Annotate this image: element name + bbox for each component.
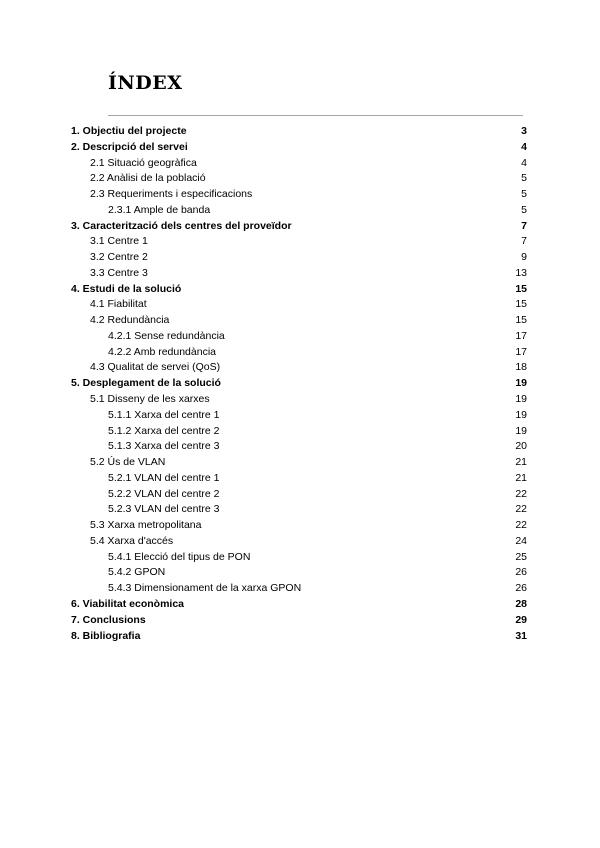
toc-entry[interactable] <box>71 565 527 581</box>
toc-entry[interactable] <box>71 297 527 313</box>
toc-entry[interactable] <box>71 171 527 187</box>
toc-entry-page-number: 18 <box>515 361 527 374</box>
toc-entry-label: 8. Bibliografia <box>71 629 141 642</box>
toc-entry-page-number: 25 <box>515 550 527 563</box>
toc-entry-label: 2. Descripció del servei <box>71 140 188 153</box>
toc-entry-label: 7. Conclusions <box>71 613 146 626</box>
toc-entry[interactable] <box>71 219 527 235</box>
toc-entry[interactable] <box>71 518 527 534</box>
toc-entry[interactable] <box>71 187 527 203</box>
toc-entry[interactable] <box>71 124 527 140</box>
toc-entry-label: 5.2.2 VLAN del centre 2 <box>108 487 220 500</box>
toc-entry-label: 3. Caracterització dels centres del proveïdor <box>71 219 292 232</box>
toc-entry[interactable] <box>71 629 527 645</box>
toc-entry[interactable] <box>71 487 527 503</box>
toc-entry-label: 6. Viabilitat econòmica <box>71 597 185 610</box>
toc-entry-page-number: 21 <box>515 456 527 469</box>
toc-entry-page-number: 26 <box>515 582 527 595</box>
toc-entry[interactable] <box>71 534 527 550</box>
toc-entry-page-number: 19 <box>515 377 527 390</box>
toc-entry-label: 5.1 Disseny de les xarxes <box>90 393 210 406</box>
toc-entry[interactable] <box>71 313 527 329</box>
toc-entry-label: 5.4.3 Dimensionament de la xarxa GPON <box>108 582 302 595</box>
toc-entry-page-number: 15 <box>515 282 527 295</box>
toc-entry-page-number: 7 <box>521 235 527 248</box>
toc-entry-page-number: 21 <box>515 471 527 484</box>
page-title: ÍNDEX <box>108 72 183 94</box>
toc-entry-page-number: 17 <box>515 329 527 342</box>
toc-entry[interactable] <box>71 392 527 408</box>
toc-entry-label: 4.2.2 Amb redundància <box>108 345 216 358</box>
toc-entry[interactable] <box>71 550 527 566</box>
toc-entry[interactable] <box>71 502 527 518</box>
toc-entry[interactable] <box>71 329 527 345</box>
toc-entry-label: 3.3 Centre 3 <box>90 266 148 279</box>
toc-entry-label: 3.2 Centre 2 <box>90 251 148 264</box>
toc-entry-label: 4. Estudi de la solució <box>71 282 182 295</box>
toc-entry[interactable] <box>71 156 527 172</box>
toc-entry-label: 2.2 Anàlisi de la població <box>90 172 206 185</box>
toc-entry-page-number: 7 <box>521 219 527 232</box>
toc-entry[interactable] <box>71 203 527 219</box>
toc-entry[interactable] <box>71 266 527 282</box>
toc-entry[interactable] <box>71 597 527 613</box>
toc-entry-label: 5.3 Xarxa metropolitana <box>90 519 202 532</box>
toc-entry-label: 5.1.1 Xarxa del centre 1 <box>108 408 220 421</box>
toc-entry[interactable] <box>71 455 527 471</box>
toc-entry-label: 2.3 Requeriments i especificacions <box>90 188 253 201</box>
toc-entry-page-number: 15 <box>515 298 527 311</box>
table-of-contents <box>71 124 527 644</box>
toc-entry-label: 4.2 Redundància <box>90 314 170 327</box>
toc-entry[interactable] <box>71 360 527 376</box>
toc-entry-page-number: 19 <box>515 393 527 406</box>
toc-entry[interactable] <box>71 613 527 629</box>
toc-entry[interactable] <box>71 345 527 361</box>
toc-entry-page-number: 26 <box>515 566 527 579</box>
toc-entry-label: 2.3.1 Ample de banda <box>108 203 211 216</box>
toc-entry[interactable] <box>71 250 527 266</box>
toc-entry-label: 5. Desplegament de la solució <box>71 377 221 390</box>
toc-entry-page-number: 5 <box>521 172 527 185</box>
toc-entry-page-number: 4 <box>521 156 527 169</box>
toc-entry-page-number: 22 <box>515 487 527 500</box>
toc-entry-label: 5.1.2 Xarxa del centre 2 <box>108 424 220 437</box>
toc-entry[interactable] <box>71 581 527 597</box>
toc-entry-label: 5.4.1 Elecció del tipus de PON <box>108 550 251 563</box>
toc-entry-label: 3.1 Centre 1 <box>90 235 148 248</box>
toc-entry-page-number: 15 <box>515 314 527 327</box>
toc-entry-label: 5.1.3 Xarxa del centre 3 <box>108 440 220 453</box>
toc-entry[interactable] <box>71 376 527 392</box>
toc-entry-label: 2.1 Situació geogràfica <box>90 156 197 169</box>
toc-entry[interactable] <box>71 408 527 424</box>
toc-entry-label: 4.1 Fiabilitat <box>90 298 147 311</box>
toc-entry-label: 5.2 Ús de VLAN <box>90 456 166 469</box>
title-divider <box>108 115 523 116</box>
toc-entry-page-number: 3 <box>521 125 527 137</box>
toc-entry-page-number: 31 <box>515 629 527 642</box>
toc-entry-page-number: 28 <box>515 597 527 610</box>
toc-entry-page-number: 19 <box>515 424 527 437</box>
toc-entry-page-number: 9 <box>521 251 527 264</box>
toc-entry[interactable] <box>71 282 527 298</box>
toc-entry-page-number: 24 <box>515 534 527 547</box>
toc-entry-label: 4.2.1 Sense redundància <box>108 329 225 342</box>
toc-entry-label: 5.2.3 VLAN del centre 3 <box>108 503 220 516</box>
toc-entry-label: 1. Objectiu del projecte <box>71 125 187 137</box>
toc-entry-page-number: 4 <box>521 140 527 153</box>
toc-entry-page-number: 5 <box>521 188 527 201</box>
toc-entry[interactable] <box>71 471 527 487</box>
toc-entry-label: 5.4 Xarxa d'accés <box>90 534 174 547</box>
toc-entry-page-number: 20 <box>515 440 527 453</box>
toc-entry[interactable] <box>71 424 527 440</box>
toc-entry[interactable] <box>71 439 527 455</box>
toc-entry[interactable] <box>71 234 527 250</box>
toc-entry-label: 4.3 Qualitat de servei (QoS) <box>90 361 221 374</box>
toc-entry-page-number: 19 <box>515 408 527 421</box>
toc-entry-page-number: 22 <box>515 503 527 516</box>
toc-entry-page-number: 13 <box>515 266 527 279</box>
toc-entry-label: 5.4.2 GPON <box>108 566 166 579</box>
toc-entry-label: 5.2.1 VLAN del centre 1 <box>108 471 220 484</box>
toc-entry-page-number: 5 <box>521 203 527 216</box>
toc-entry[interactable] <box>71 140 527 156</box>
toc-entry-page-number: 17 <box>515 345 527 358</box>
toc-entry-page-number: 29 <box>515 613 527 626</box>
toc-entry-page-number: 22 <box>515 519 527 532</box>
